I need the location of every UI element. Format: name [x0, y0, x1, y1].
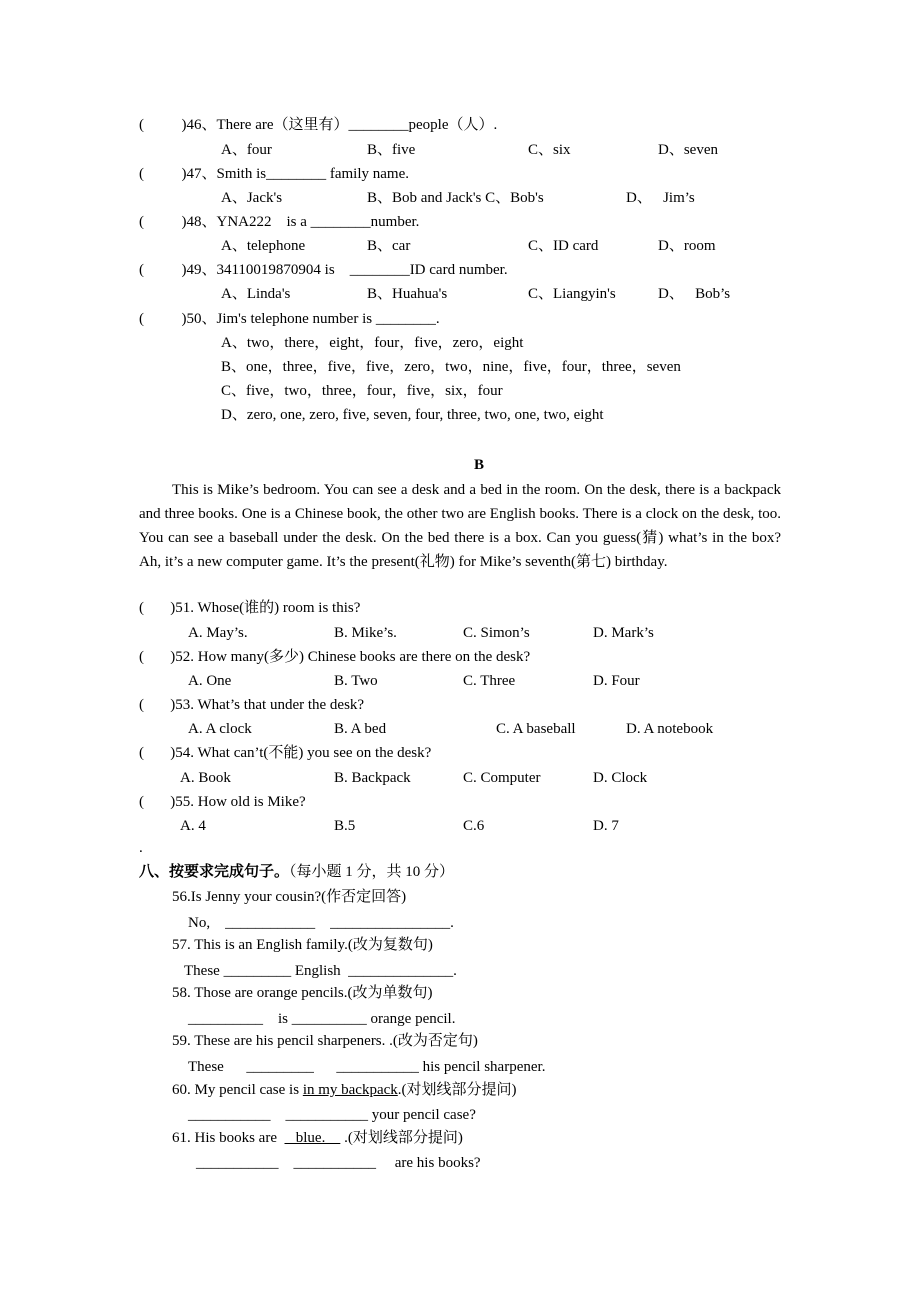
option-c: C、ID card: [528, 238, 599, 254]
option-d: D. Four: [593, 673, 640, 689]
prompt-before: 61. His books are: [172, 1130, 285, 1146]
option-c: C、six: [528, 142, 571, 158]
answer-line: ___________ ___________ your pencil case?: [188, 1107, 476, 1123]
option-c: C. A baseball: [496, 721, 576, 737]
option-a: A. A clock: [188, 721, 252, 737]
exercise-prompt: 59. These are his pencil sharpeners. .(改为否定句): [172, 1033, 478, 1049]
question-stem: ( )49、34110019870904 is ________ID card number.: [139, 262, 508, 278]
option-a: A、telephone: [221, 238, 306, 254]
answer-line: No, ____________ ________________.: [188, 915, 454, 931]
option-a: A、two，there，eight，four，five，zero，eight: [221, 335, 524, 351]
option-a: A. 4: [180, 818, 206, 834]
option-b-c: B、Bob and Jack's C、Bob's: [367, 190, 544, 206]
option-d: D. A notebook: [626, 721, 714, 737]
section-eight-heading: [139, 862, 454, 882]
exercise-prompt: [172, 1080, 517, 1100]
option-b: B、five: [367, 142, 416, 158]
exercise-prompt: 56.Is Jenny your cousin?(作否定回答): [172, 889, 407, 905]
underlined-phrase: blue.: [284, 1130, 341, 1146]
answer-line: __________ is __________ orange pencil.: [188, 1011, 456, 1027]
answer-line: These _________ English ______________.: [184, 963, 457, 979]
question-stem: ( )53. What’s that under the desk?: [139, 697, 365, 713]
question-stem: ( )52. How many(多少) Chinese books are there on the desk?: [139, 649, 531, 665]
option-c: C. Three: [463, 673, 516, 689]
underlined-phrase: in my backpack: [302, 1082, 398, 1098]
exercise-prompt: 57. This is an English family.(改为复数句): [172, 937, 433, 953]
question-stem: ( )48、YNA222 is a ________number.: [139, 214, 420, 230]
option-c: C.6: [463, 818, 485, 834]
exercise-prompt: [172, 1128, 463, 1148]
option-a: A、four: [221, 142, 272, 158]
option-b: B. Mike’s.: [334, 625, 397, 641]
option-d: D、room: [658, 238, 716, 254]
option-c: C. Simon’s: [463, 625, 530, 641]
option-b: B. A bed: [334, 721, 387, 737]
option-d: D、 Jim’s: [626, 190, 695, 206]
section-score: （每小题 1 分，共 10 分）: [289, 864, 455, 880]
option-b: B. Backpack: [334, 770, 411, 786]
answer-line: These _________ ___________ his pencil sharpener.: [188, 1059, 546, 1075]
prompt-after: .(对划线部分提问): [340, 1130, 463, 1146]
option-a: A. One: [188, 673, 232, 689]
answer-line: ___________ ___________ are his books?: [196, 1155, 481, 1171]
prompt-before: 60. My pencil case is: [172, 1082, 303, 1098]
option-a: A. May’s.: [188, 625, 248, 641]
reading-passage: [139, 478, 781, 574]
option-c: C、five，two，three，four，five，six，four: [221, 383, 503, 399]
question-stem: ( )46、There are（这里有）________people（人）.: [139, 117, 498, 133]
exercise-prompt: 58. Those are orange pencils.(改为单数句): [172, 985, 433, 1001]
option-b: B、car: [367, 238, 411, 254]
option-b: B、one，three，five，five，zero，two，nine，five，four，three，seven: [221, 359, 681, 375]
option-b: B、Huahua's: [367, 286, 448, 302]
option-d: D、 Bob’s: [658, 286, 731, 302]
section-title: 八、按要求完成句子。: [139, 864, 290, 880]
option-d: D、seven: [658, 142, 718, 158]
section-b-heading: B: [474, 457, 485, 473]
prompt-after: .(对划线部分提问): [397, 1082, 517, 1098]
option-d: D、zero, one, zero, five, seven, four, three, two, one, two, eight: [221, 407, 604, 423]
question-stem: ( )50、Jim's telephone number is ________.: [139, 311, 440, 327]
option-a: A、Linda's: [221, 286, 291, 302]
option-c: C. Computer: [463, 770, 541, 786]
option-d: D. Clock: [593, 770, 648, 786]
option-c: C、Liangyin's: [528, 286, 616, 302]
stray-dot: .: [139, 840, 143, 856]
option-a: A、Jack's: [221, 190, 283, 206]
question-stem: ( )54. What can’t(不能) you see on the desk?: [139, 745, 432, 761]
option-d: D. 7: [593, 818, 619, 834]
option-a: A. Book: [180, 770, 231, 786]
option-b: B.5: [334, 818, 356, 834]
question-stem: ( )47、Smith is________ family name.: [139, 166, 409, 182]
question-stem: ( )55. How old is Mike?: [139, 794, 306, 810]
option-d: D. Mark’s: [593, 625, 654, 641]
option-b: B. Two: [334, 673, 378, 689]
question-stem: ( )51. Whose(谁的) room is this?: [139, 600, 361, 616]
passage-text: This is Mike’s bedroom. You can see a desk and a bed in the room. On the desk, there is a backpack and three books. One is a Chinese book, the other two are English books. There is a clock on the desk, too. You can see a baseball under the desk. On the bed there is a box. Can you guess(猜) what’s in the box? Ah, it’s a new computer game. It’s the present(礼物) for Mike’s seventh(第七) birthday.: [139, 482, 781, 570]
